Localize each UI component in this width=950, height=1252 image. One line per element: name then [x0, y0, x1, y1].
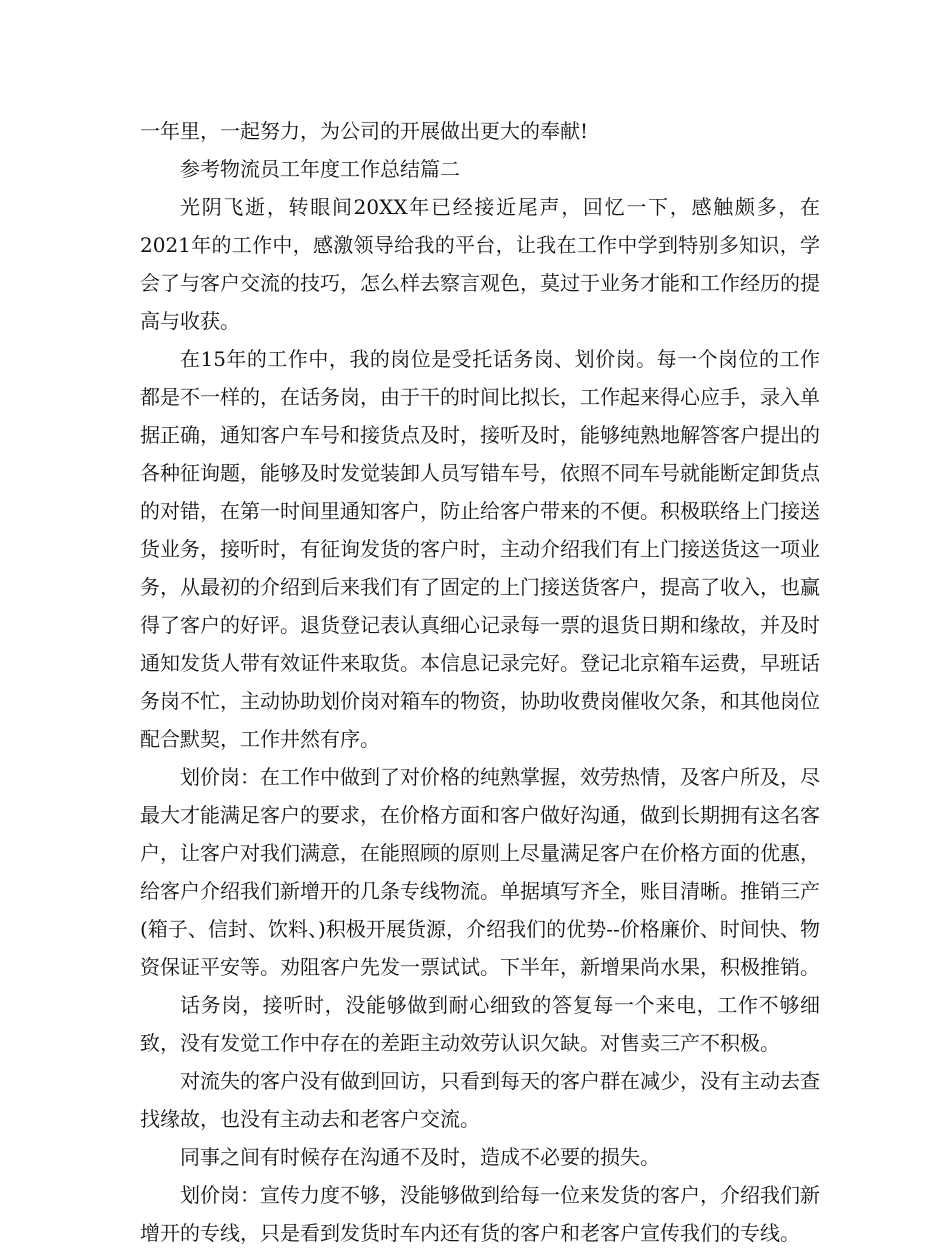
paragraph-phone-post-shortcomings: 话务岗，接听时，没能够做到耐心细致的答复每一个来电，工作不够细致，没有发觉工作中存在的差距主动效劳认识欠缺。对售卖三产不积极。	[140, 993, 820, 1055]
paragraph-communication: 同事之间有时候存在沟通不及时，造成不必要的损失。	[180, 1145, 660, 1169]
section-heading: 参考物流员工年度工作总结篇二	[180, 157, 460, 181]
paragraph-lost-customers: 对流失的客户没有做到回访，只看到每天的客户群在减少，没有主动去查找缘故，也没有主动去和老客户交流。	[140, 1069, 820, 1131]
paragraph-intro: 光阴飞逝，转眼间20XX年已经接近尾声，回忆一下，感触颇多，在2021年的工作中，感激领导给我的平台，让我在工作中学到特别多知识，学会了与客户交流的技巧，怎么样去察言观色，莫过于业务才能和工作经历的提高与收获。	[140, 195, 820, 333]
paragraph-continuation: 一年里，一起努力，为公司的开展做出更大的奉献!	[140, 119, 589, 143]
document-body	[140, 112, 820, 1252]
paragraph-pricing-post: 划价岗：在工作中做到了对价格的纯熟掌握，效劳热情，及客户所及，尽最大才能满足客户的要求，在价格方面和客户做好沟通，做到长期拥有这名客户，让客户对我们满意，在能照顾的原则上尽量满足客户在价格方面的优惠，给客户介绍我们新增开的几条专线物流。单据填写齐全，账目清晰。推销三产(箱子、信封、饮料、)积极开展货源，介绍我们的优势--价格廉价、时间快、物资保证平安等。劝阻客户先发一票试试。下半年，新增果尚水果，积极推销。	[140, 765, 820, 979]
paragraph-pricing-shortcomings: 划价岗：宣传力度不够，没能够做到给每一位来发货的客户，介绍我们新增开的专线，只是看到发货时车内还有货的客户和老客户宣传我们的专线。	[140, 1183, 820, 1245]
paragraph-positions: 在15年的工作中，我的岗位是受托话务岗、划价岗。每一个岗位的工作都是不一样的，在话务岗，由于干的时间比拟长，工作起来得心应手，录入单据正确，通知客户车号和接货点及时，接听及时，能够纯熟地解答客户提出的各种征询题，能够及时发觉装卸人员写错车号，依照不同车号就能断定卸货点的对错，在第一时间里通知客户，防止给客户带来的不便。积极联络上门接送货业务，接听时，有征询发货的客户时，主动介绍我们有上门接送货这一项业务，从最初的介绍到后来我们有了固定的上门接送货客户，提高了收入，也赢得了客户的好评。退货登记表认真细心记录每一票的退货日期和缘故，并及时通知发货人带有效证件来取货。本信息记录完好。登记北京箱车运费，早班话务岗不忙，主动协助划价岗对箱车的物资，协助收费岗催收欠条，和其他岗位配合默契，工作井然有序。	[140, 347, 820, 751]
